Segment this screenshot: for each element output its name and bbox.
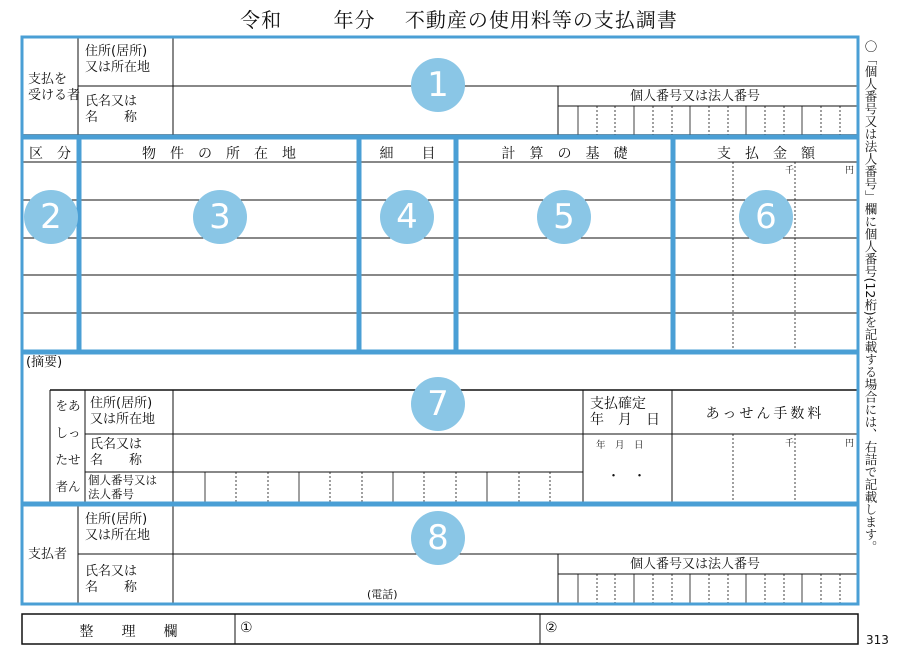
broker-fee-label: あっせん手数料 (705, 406, 825, 422)
title-year: 年分 (333, 8, 376, 32)
broker-unit-thousand: 千 (785, 439, 795, 449)
broker-date-label: 支払確定 年 月 日 (590, 396, 660, 428)
broker-name-label: 氏名又は 名 称 (90, 437, 143, 468)
marker-6: 6 (739, 190, 793, 244)
admin-mark-1: ① (240, 620, 253, 636)
admin-label: 整 理 欄 (79, 624, 178, 640)
amount-unit-thousand: 千 (785, 166, 795, 176)
title-era: 令和 (240, 8, 283, 32)
column-basis: 計 算 の 基 礎 (501, 146, 628, 162)
payer-mynumber-label: 個人番号又は法人番号 (630, 557, 761, 572)
admin-mark-2: ② (545, 620, 558, 636)
column-detail: 細 目 (379, 146, 436, 162)
summary-label: (摘要) (26, 355, 63, 370)
side-note: 〇「個人番号又は法人番号」欄に個人番号(12桁)を記載する場合には、右詰で記載します。 (863, 40, 878, 554)
payer-label: 支払者 (28, 547, 68, 562)
marker-2: 2 (24, 190, 78, 244)
recipient-name-label: 氏名又は 名 称 (85, 94, 138, 125)
marker-1: 1 (411, 58, 465, 112)
title-name: 不動産の使用料等の支払調書 (404, 8, 678, 32)
marker-7: 7 (411, 377, 465, 431)
payer-phone-label: (電話) (367, 588, 398, 601)
recipient-mynumber-label: 個人番号又は法人番号 (630, 89, 761, 104)
marker-5: 5 (537, 190, 591, 244)
column-kubun: 区 分 (29, 146, 71, 162)
page-number: 313 (866, 633, 889, 647)
payer-name-label: 氏名又は 名 称 (85, 564, 138, 595)
marker-8: 8 (411, 511, 465, 565)
payer-address-label: 住所(居所) 又は所在地 (85, 512, 151, 543)
marker-4: 4 (380, 190, 434, 244)
broker-address-label: 住所(居所) 又は所在地 (90, 396, 156, 427)
broker-unit-yen: 円 (845, 439, 855, 449)
column-amount: 支 払 金 額 (717, 146, 815, 162)
broker-label: をあ しっ たせ 者ん (55, 398, 81, 494)
marker-3: 3 (193, 190, 247, 244)
broker-date-dots: ・ ・ (607, 469, 647, 484)
amount-unit-yen: 円 (845, 166, 855, 176)
recipient-label: 支払を 受ける者 (28, 72, 81, 103)
form-title (0, 4, 918, 33)
broker-number-label: 個人番号又は 法人番号 (88, 473, 157, 501)
column-location: 物 件 の 所 在 地 (142, 146, 296, 162)
recipient-address-label: 住所(居所) 又は所在地 (85, 44, 151, 75)
broker-date-units: 年 月 日 (596, 440, 644, 451)
